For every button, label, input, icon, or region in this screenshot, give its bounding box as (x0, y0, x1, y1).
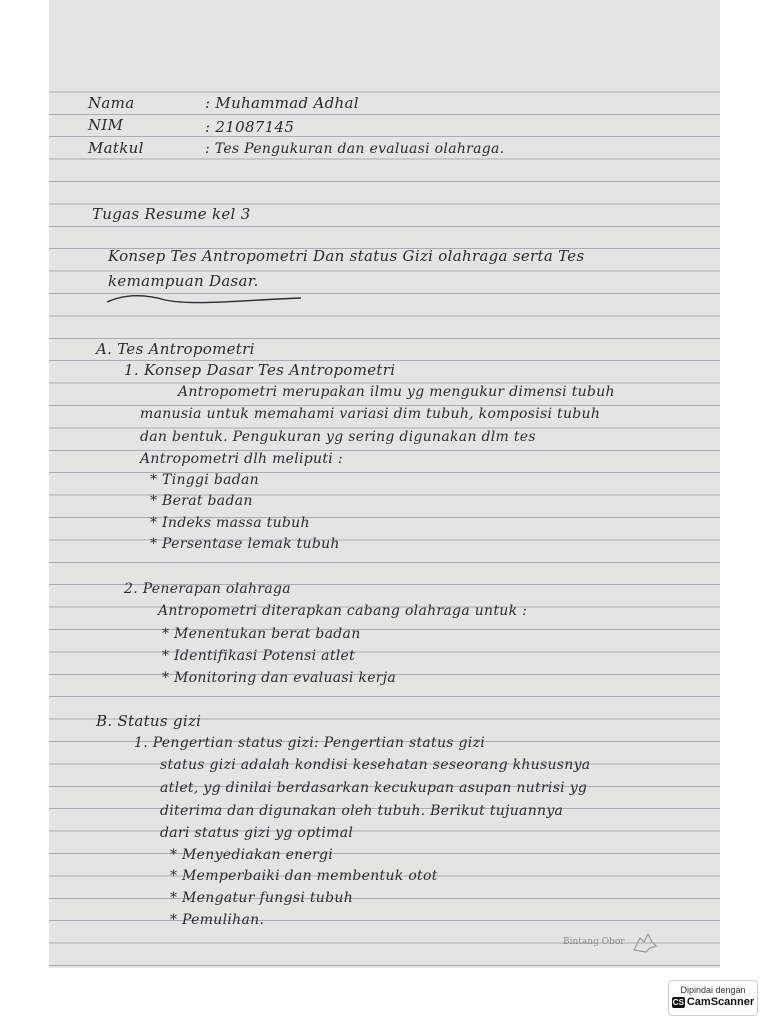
section-a-bullet2: * Identifikasi Potensi atlet (162, 648, 356, 664)
scanner-brand-text: CamScanner (686, 996, 755, 1008)
section-a-para-line: dan bentuk. Pengukuran yg sering digunakan dlm tes (140, 429, 536, 445)
section-b-bullet: * Pemulihan. (170, 912, 265, 928)
horse-logo-icon (630, 928, 660, 956)
notebook-brand: Bintang Obor (563, 937, 625, 947)
section-b-bullet: * Menyediakan energi (170, 847, 334, 863)
section-a-sub2: 2. Penerapan olahraga (124, 581, 291, 597)
section-a-sub2-intro: Antropometri diterapkan cabang olahraga untuk : (158, 603, 528, 619)
section-b-bullet: * Memperbaiki dan membentuk otot (170, 868, 438, 884)
nim-label: NIM (88, 116, 124, 134)
section-a-para-line: manusia untuk memahami variasi dim tubuh, komposisi tubuh (140, 406, 601, 422)
tugas-title: Tugas Resume kel 3 (92, 205, 251, 223)
nama-value: : Muhammad Adhal (205, 94, 359, 112)
section-b-heading: B. Status gizi (96, 712, 202, 730)
camscanner-watermark (668, 980, 758, 1016)
underline-swoosh-icon (105, 292, 305, 308)
section-a-sub1: 1. Konsep Dasar Tes Antropometri (124, 361, 396, 379)
section-b-para-line: atlet, yg dinilai berdasarkan kecukupan asupan nutrisi yg (160, 780, 588, 796)
topic-line-1: Konsep Tes Antropometri Dan status Gizi olahraga serta Tes (108, 247, 585, 265)
section-a-bullet2: * Menentukan berat badan (162, 626, 361, 642)
section-a-para-line: Antropometri merupakan ilmu yg mengukur dimensi tubuh (178, 384, 615, 400)
section-b-para-line: status gizi adalah kondisi kesehatan seseorang khususnya (160, 757, 591, 773)
section-a-bullet: * Berat badan (150, 493, 253, 509)
section-a-bullet: * Persentase lemak tubuh (150, 536, 340, 552)
section-b-sub1: 1. Pengertian status gizi: Pengertian status gizi (134, 735, 486, 751)
section-b-bullet: * Mengatur fungsi tubuh (170, 890, 354, 906)
nama-label: Nama (88, 94, 135, 112)
section-a-para-line: Antropometri dlh meliputi : (140, 451, 343, 467)
section-a-bullet: * Indeks massa tubuh (150, 515, 310, 531)
scanner-line-1: Dipindai dengan (680, 985, 746, 995)
camscanner-logo-icon: CS (672, 997, 684, 1007)
section-a-heading: A. Tes Antropometri (96, 340, 255, 358)
topic-line-2: kemampuan Dasar. (108, 272, 259, 290)
scanner-line-2 (669, 996, 757, 1008)
section-b-para-line: dari status gizi yg optimal (160, 825, 354, 841)
nim-value: : 21087145 (205, 118, 295, 136)
matkul-label: Matkul (88, 139, 144, 157)
section-b-para-line: diterima dan digunakan oleh tubuh. Berikut tujuannya (160, 803, 564, 819)
section-a-bullet: * Tinggi badan (150, 472, 259, 488)
section-a-bullet2: * Monitoring dan evaluasi kerja (162, 670, 397, 686)
matkul-value: : Tes Pengukuran dan evaluasi olahraga. (205, 141, 505, 157)
